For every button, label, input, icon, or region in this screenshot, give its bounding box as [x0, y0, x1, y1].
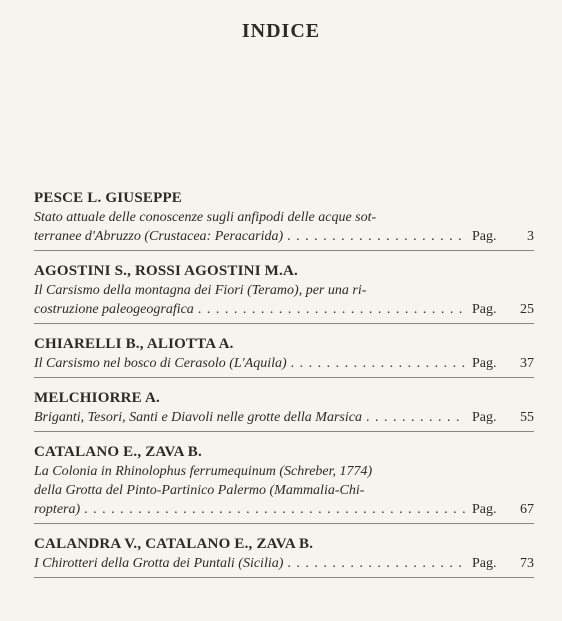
- page-label: Pag.: [472, 556, 497, 571]
- entry-author: PESCE L. GIUSEPPE: [34, 190, 183, 206]
- page-label: Pag.: [472, 229, 497, 244]
- entry-author: CHIARELLI B., ALIOTTA A.: [34, 336, 234, 352]
- toc-entry: [34, 534, 534, 578]
- toc-entry: [34, 388, 534, 432]
- entry-title-text: I Chirotteri della Grotta dei Puntali (Sicilia): [34, 556, 284, 571]
- entry-title-text: terranee d'Abruzzo (Crustacea: Peracarida): [34, 229, 284, 244]
- toc-entry: [34, 188, 534, 251]
- page-title: INDICE: [241, 20, 321, 42]
- page-number: 73: [520, 556, 534, 571]
- page-label: Pag.: [472, 410, 497, 425]
- entry-title-line: La Colonia in Rhinolophus ferrumequinum (Schreber, 1774): [34, 464, 373, 479]
- dot-leader: [84, 500, 466, 519]
- entry-author: CATALANO E., ZAVA B.: [34, 444, 202, 460]
- entry-author: MELCHIORRE A.: [34, 390, 160, 406]
- entry-title-line: Stato attuale delle conoscenze sugli anfipodi delle acque sot-: [34, 210, 377, 225]
- entry-title-line-last: [34, 300, 534, 319]
- entry-title-line-last: [34, 227, 534, 246]
- page-number: 25: [520, 302, 534, 317]
- page-number: 3: [527, 229, 534, 244]
- dot-leader: [366, 408, 466, 427]
- entry-title-line: Il Carsismo della montagna dei Fiori (Teramo), per una ri-: [34, 283, 367, 298]
- entry-title-line-last: [34, 554, 534, 573]
- entry-title-text: roptera): [34, 502, 81, 517]
- table-of-contents: [34, 188, 534, 578]
- entry-title-line: della Grotta del Pinto-Partinico Palermo (Mammalia-Chi-: [34, 483, 365, 498]
- dot-leader: [287, 227, 466, 246]
- toc-entry: [34, 442, 534, 524]
- page-number: 37: [520, 356, 534, 371]
- page-label: Pag.: [472, 302, 497, 317]
- dot-leader: [198, 300, 466, 319]
- toc-entry: [34, 261, 534, 324]
- page-number: 67: [520, 502, 534, 517]
- entry-author: CALANDRA V., CATALANO E., ZAVA B.: [34, 536, 314, 552]
- entry-title-text: costruzione paleogeografica: [34, 302, 194, 317]
- dot-leader: [291, 354, 466, 373]
- dot-leader: [287, 554, 466, 573]
- entry-title-text: Briganti, Tesori, Santi e Diavoli nelle grotte della Marsica: [34, 410, 362, 425]
- entry-title-text: Il Carsismo nel bosco di Cerasolo (L'Aquila): [34, 356, 287, 371]
- page-label: Pag.: [472, 356, 497, 371]
- entry-title-line-last: [34, 354, 534, 373]
- entry-title-line-last: [34, 408, 534, 427]
- entry-title-line-last: [34, 500, 534, 519]
- page-number: 55: [520, 410, 534, 425]
- page-label: Pag.: [472, 502, 497, 517]
- entry-author: AGOSTINI S., ROSSI AGOSTINI M.A.: [34, 263, 298, 279]
- toc-entry: [34, 334, 534, 378]
